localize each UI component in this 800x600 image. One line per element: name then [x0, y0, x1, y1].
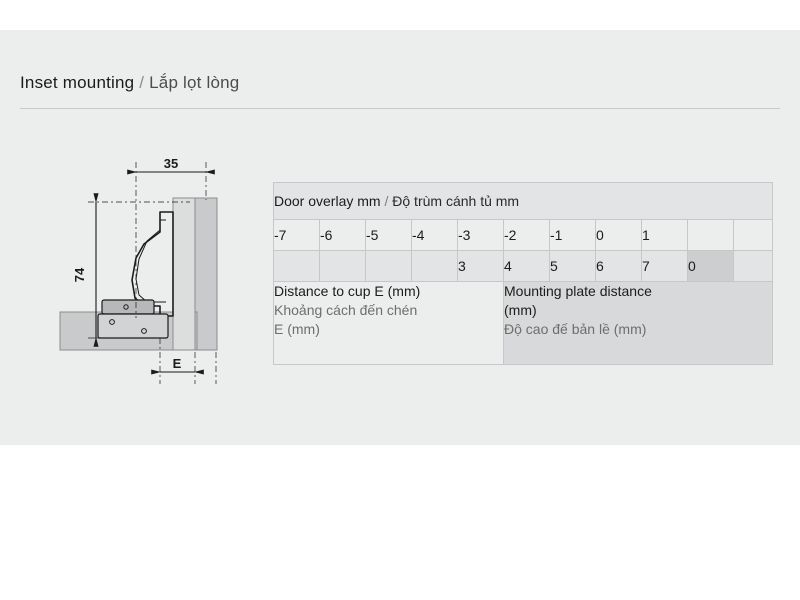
page-title-main: Inset mounting — [20, 73, 135, 92]
page-title-separator: / — [139, 73, 145, 92]
dim-35-label: 35 — [163, 156, 179, 171]
plate-values-row — [274, 251, 773, 282]
legend-row — [274, 282, 773, 365]
legend-plate-main-2: (mm) — [504, 301, 537, 318]
table-header-row — [274, 183, 773, 220]
table-header-main: Door overlay mm — [274, 193, 381, 209]
plate-cell: 5 — [550, 251, 596, 282]
overlay-cell: -5 — [366, 220, 412, 251]
overlay-cell-empty — [688, 220, 734, 251]
page-title — [20, 73, 239, 93]
plate-cell: 6 — [596, 251, 642, 282]
table-header-sub: Độ trùm cánh tủ mm — [392, 193, 520, 209]
plate-cell: 3 — [458, 251, 504, 282]
plate-cell-empty — [320, 251, 366, 282]
spec-table — [273, 182, 773, 365]
plate-cell: 7 — [642, 251, 688, 282]
dim-74-label: 74 — [72, 267, 87, 283]
page-title-sub: Lắp lọt lòng — [149, 73, 240, 92]
overlay-cell: -7 — [274, 220, 320, 251]
table-header-separator: / — [384, 193, 389, 209]
overlay-cell-empty — [734, 220, 773, 251]
legend-cup-sub-2: E (mm) — [274, 320, 320, 337]
legend-cup-main: Distance to cup E (mm) — [274, 283, 421, 299]
title-divider — [20, 108, 780, 109]
overlay-cell: -2 — [504, 220, 550, 251]
plate-cell-highlighted: 0 — [688, 251, 734, 282]
plate-cell-empty — [366, 251, 412, 282]
plate-cell-empty — [412, 251, 458, 282]
legend-cup-distance — [274, 282, 504, 365]
legend-plate-sub: Độ cao đế bản lề (mm) — [504, 320, 647, 337]
legend-plate-distance — [504, 282, 773, 365]
table-header-cell — [274, 183, 773, 220]
hinge-technical-drawing — [40, 140, 250, 405]
dim-e-label: E — [172, 356, 182, 371]
legend-cup-sub-1: Khoảng cách đến chén — [274, 301, 418, 318]
overlay-cell: 0 — [596, 220, 642, 251]
overlay-cell: -6 — [320, 220, 366, 251]
spec-table-wrapper — [273, 182, 772, 365]
overlay-values-row — [274, 220, 773, 251]
plate-cell: 4 — [504, 251, 550, 282]
overlay-cell: -3 — [458, 220, 504, 251]
overlay-cell: -1 — [550, 220, 596, 251]
overlay-cell: -4 — [412, 220, 458, 251]
legend-plate-main-1: Mounting plate distance — [504, 283, 652, 299]
plate-cell-empty — [274, 251, 320, 282]
plate-cell-empty — [734, 251, 773, 282]
overlay-cell: 1 — [642, 220, 688, 251]
